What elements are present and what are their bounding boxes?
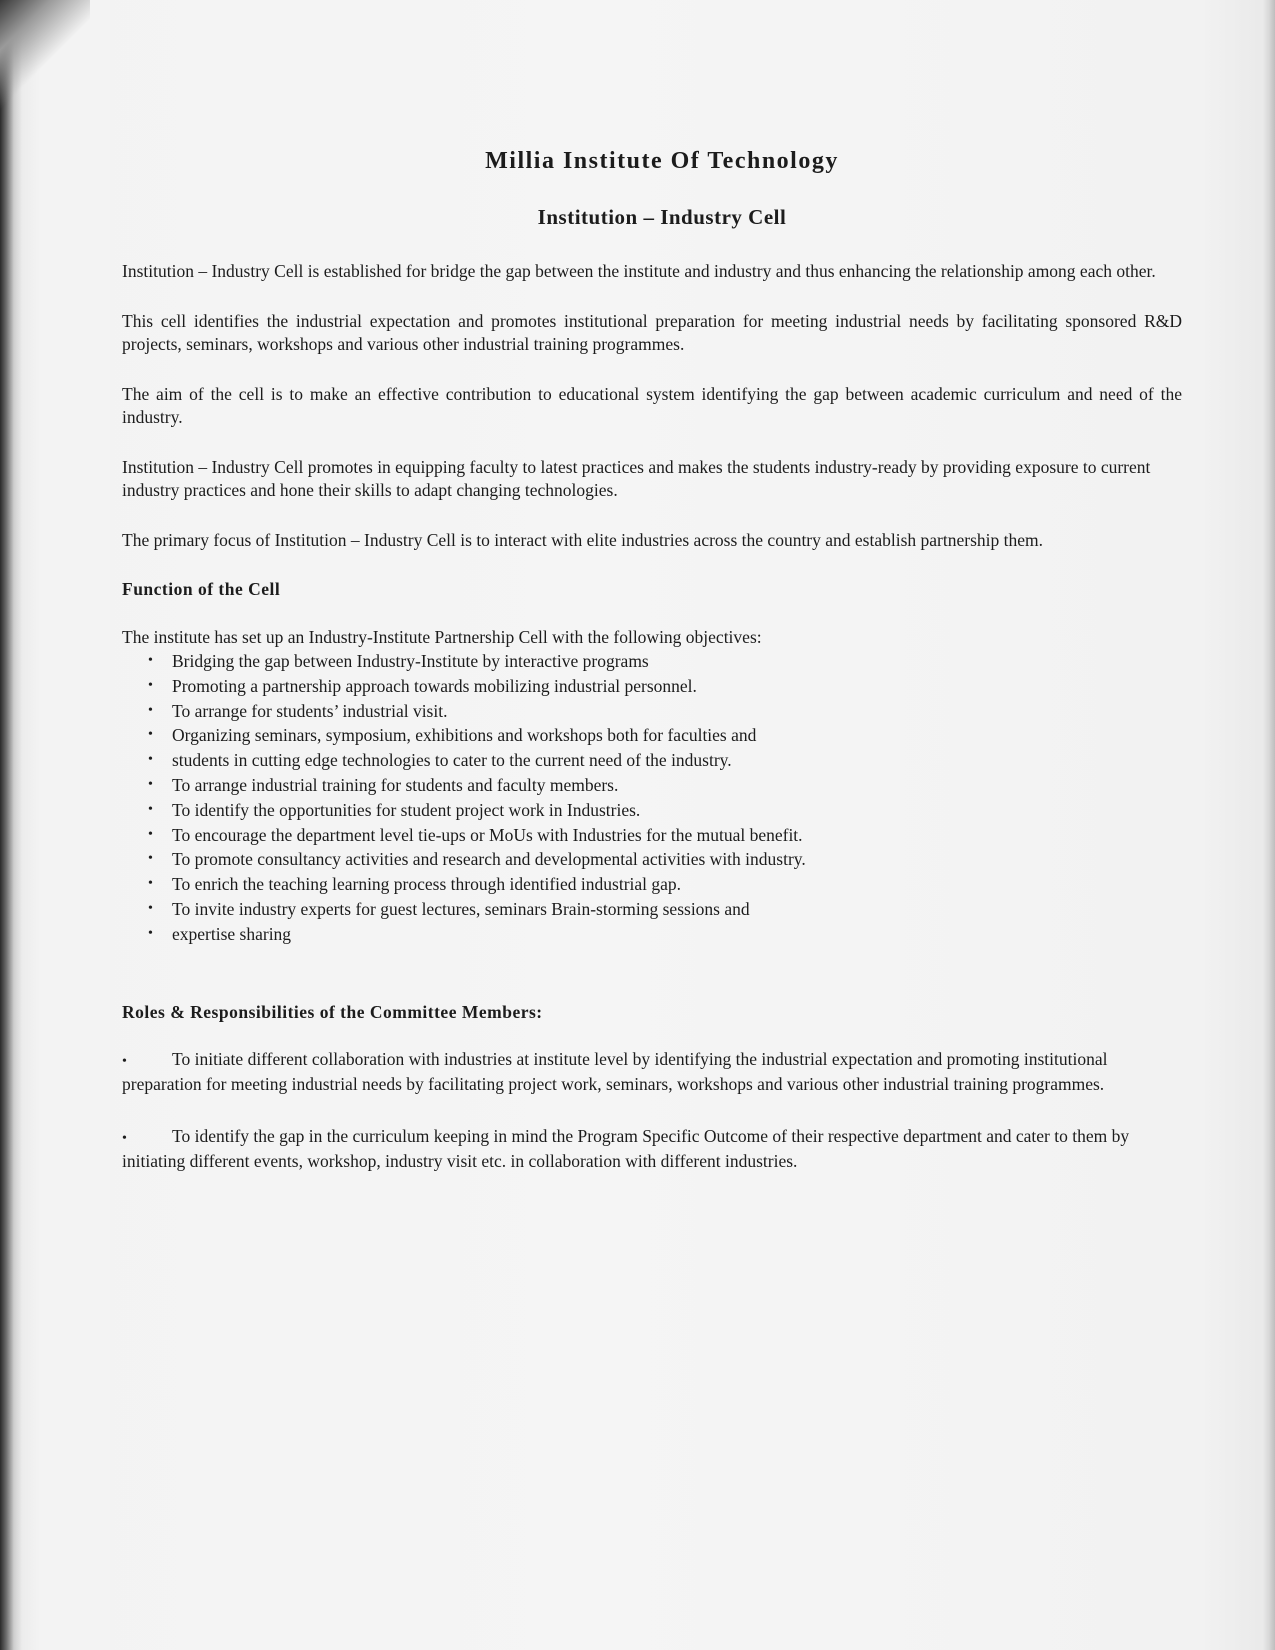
list-item — [148, 823, 1182, 848]
bullet-icon: • — [148, 801, 153, 817]
scan-shadow-right — [1263, 0, 1275, 1650]
bullet-icon: • — [148, 776, 153, 792]
bullet-icon: • — [122, 1053, 127, 1069]
objective-text: Bridging the gap between Industry-Institute by interactive programs — [172, 651, 649, 671]
function-heading: Function of the Cell — [122, 579, 281, 599]
list-item — [148, 649, 1182, 674]
bullet-icon: • — [148, 876, 153, 892]
bullet-icon: • — [148, 677, 153, 693]
list-item — [148, 847, 1182, 872]
paragraph-4: Institution – Industry Cell promotes in equipping faculty to latest practices and makes the students industry-ready by providing exposure to current industry practices and hone their skills to adapt changing technologies. — [122, 457, 1151, 500]
list-item — [148, 723, 1182, 748]
list-item — [148, 773, 1182, 798]
scan-folded-corner — [0, 0, 90, 110]
objective-text: To promote consultancy activities and research and developmental activities with industry. — [172, 849, 806, 870]
paragraph-3: The aim of the cell is to make an effective contribution to educational system identifying the gap between academic curriculum and need of the industry. — [122, 384, 1182, 427]
role-text: To initiate different collaboration with industries at institute level by identifying the industrial expectation and promoting institutional preparation for meeting industrial needs by facilitating project work, seminars, workshops and various other industrial training programmes. — [122, 1048, 1108, 1095]
role-item-2 — [122, 1125, 1182, 1174]
objective-text: Promoting a partnership approach towards mobilizing industrial personnel. — [172, 675, 697, 696]
objective-text: To arrange industrial training for students and faculty members. — [172, 774, 619, 795]
objective-text: To invite industry experts for guest lectures, seminars Brain-storming sessions and — [172, 898, 750, 919]
document-subtitle: Institution – Industry Cell — [537, 205, 787, 229]
bullet-icon: • — [148, 653, 153, 668]
list-item — [148, 897, 1182, 922]
roles-heading: Roles & Responsibilities of the Committee Members: — [122, 1001, 543, 1022]
list-item — [148, 872, 1182, 897]
objective-text: students in cutting edge technologies to cater to the current need of the industry. — [172, 750, 732, 771]
role-text: To identify the gap in the curriculum keeping in mind the Program Specific Outcome of their respective department and cater to them by initiating different events, workshop, industry visit etc. in collaboration with different industries. — [122, 1125, 1130, 1172]
objective-text: To encourage the department level tie-ups or MoUs with Industries for the mutual benefit. — [172, 824, 803, 845]
function-intro: The institute has set up an Industry-Institute Partnership Cell with the following objectives: — [122, 627, 762, 647]
objective-text: To enrich the teaching learning process through identified industrial gap. — [172, 874, 682, 895]
bullet-icon: • — [122, 1130, 127, 1146]
bullet-icon: • — [148, 727, 153, 743]
list-item — [148, 699, 1182, 724]
list-item — [148, 748, 1182, 773]
paragraph-1: Institution – Industry Cell is established for bridge the gap between the institute and industry and thus enhancing the relationship among each other. — [122, 261, 1156, 281]
bullet-icon: • — [148, 752, 153, 768]
list-item — [148, 922, 1182, 947]
bullet-icon: • — [148, 925, 153, 941]
paragraph-2: This cell identifies the industrial expectation and promotes institutional preparation for meeting industrial needs by facilitating sponsored R&D projects, seminars, workshops and various other industrial training programmes. — [122, 311, 1182, 354]
document-title: Millia Institute Of Technology — [485, 148, 839, 174]
objective-text: To identify the opportunities for student project work in Industries. — [172, 799, 641, 820]
bullet-icon: • — [148, 900, 153, 916]
role-item-1 — [122, 1048, 1182, 1097]
bullet-icon: • — [148, 826, 153, 842]
list-item — [148, 798, 1182, 823]
paragraph-5: The primary focus of Institution – Industry Cell is to interact with elite industries across the country and establish partnership them. — [122, 530, 1043, 550]
document-body — [122, 148, 1182, 1202]
bullet-icon: • — [148, 702, 153, 718]
objective-text: To arrange for students’ industrial visit. — [172, 700, 448, 721]
list-item — [148, 674, 1182, 699]
objective-text: Organizing seminars, symposium, exhibitions and workshops both for faculties and — [172, 725, 757, 746]
objective-text: expertise sharing — [172, 923, 292, 944]
objectives-list — [122, 649, 1182, 947]
bullet-icon: • — [148, 851, 153, 867]
scan-shadow-left — [0, 0, 22, 1650]
